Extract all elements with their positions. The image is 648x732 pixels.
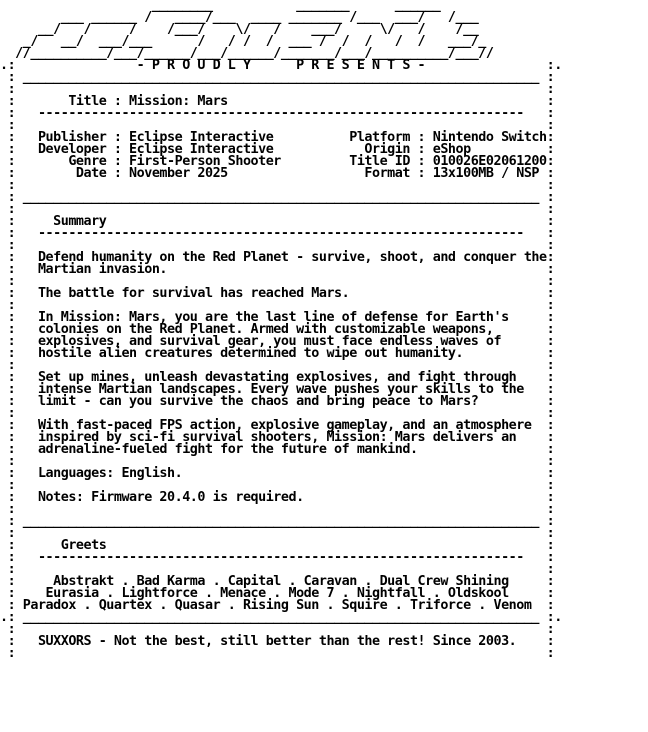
greets-line: : Paradox . Quartex . Quasar . Rising Sun . Squire . Triforce . Venom : [0, 598, 562, 613]
summary-text: : Notes: Firmware 20.4.0 is required. : [0, 490, 562, 505]
section-rule: : ____________________________________________________________________ : [0, 190, 562, 205]
nfo-line: : : [0, 562, 562, 577]
summary-text: : hostile alien creatures determined to wipe out humanity. : [0, 346, 562, 361]
summary-text: : Martian invasion. : [0, 262, 562, 277]
info-row: : Date : November 2025 Format : 13x100MB / NSP : [0, 166, 562, 181]
dashed-rule: : ---------------------------------------------------------------- : [0, 106, 562, 121]
info-row: : Genre : First-Person Shooter Title ID : 010026E02061200: [0, 154, 562, 169]
presents-line: .: - P R O U D L Y P R E S E N T S - :. [0, 58, 562, 73]
summary-text: : limit - can you survive the chaos and bring peace to Mars? : [0, 394, 562, 409]
release-title: : Title : Mission: Mars : [0, 94, 562, 109]
summary-text: : intense Martian landscapes. Every wave pushes your skills to the : [0, 382, 562, 397]
logo-line: //__________/___/______/___/______/_______/___/__________/___// [0, 46, 494, 61]
nfo-line: : : [0, 646, 562, 661]
summary-text: : The battle for survival has reached Mars. : [0, 286, 562, 301]
nfo-line: : : [0, 118, 562, 133]
summary-heading: : Summary : [0, 214, 562, 229]
nfo-line: : : [0, 202, 562, 217]
logo-line: ___ ______ / ____/___ ____ _______ /___ ___/ /___ [0, 10, 479, 25]
logo-line: ________ _______ ______ [0, 0, 441, 13]
summary-text: : explosives, and survival gear, you must face endless waves of : [0, 334, 562, 349]
nfo-line: : : [0, 238, 562, 253]
nfo-line: : : [0, 274, 562, 289]
summary-text: : Set up mines, unleash devastating explosives, and fight through : [0, 370, 562, 385]
nfo-line: : : [0, 526, 562, 541]
summary-text: : inspired by sci-fi survival shooters, Mission: Mars delivers an : [0, 430, 562, 445]
summary-text: : Defend humanity on the Red Planet - survive, shoot, and conquer the: [0, 250, 562, 265]
greets-line: : Eurasia . Lightforce . Menace . Mode 7 . Nightfall . Oldskool : [0, 586, 562, 601]
summary-text: : Languages: English. : [0, 466, 562, 481]
footer-tagline: : SUXXORS - Not the best, still better than the rest! Since 2003. : [0, 634, 562, 649]
nfo-line: : : [0, 82, 562, 97]
nfo-line: : : [0, 622, 562, 637]
info-row: : Publisher : Eclipse Interactive Platform : Nintendo Switch: [0, 130, 562, 145]
logo-line: _/ __/ ___/___ / / / / ___ / / / / / ___/_ [0, 34, 486, 49]
section-rule: : ____________________________________________________________________ : [0, 514, 562, 529]
greets-line: : Abstrakt . Bad Karma . Capital . Caravan . Dual Crew Shining : [0, 574, 562, 589]
summary-text: : adrenaline-fueled fight for the future of mankind. : [0, 442, 562, 457]
logo-line: __/ / / /___/ \/ / ___/ \/ / /__ [0, 22, 479, 37]
dashed-rule: : ---------------------------------------------------------------- : [0, 226, 562, 241]
summary-text: : With fast-paced FPS action, explosive gameplay, and an atmosphere : [0, 418, 562, 433]
nfo-line: : : [0, 298, 562, 313]
dashed-rule: : ---------------------------------------------------------------- : [0, 550, 562, 565]
greets-heading: : Greets : [0, 538, 562, 553]
section-rule: .: ____________________________________________________________________ :. [0, 610, 562, 625]
nfo-line: : : [0, 178, 562, 193]
info-row: : Developer : Eclipse Interactive Origin : eShop : [0, 142, 562, 157]
nfo-line: : : [0, 502, 562, 517]
summary-text: : In Mission: Mars, you are the last line of defense for Earth's : [0, 310, 562, 325]
section-rule: : ____________________________________________________________________ : [0, 70, 562, 85]
nfo-line: : : [0, 406, 562, 421]
summary-text: : colonies on the Red Planet. Armed with customizable weapons, : [0, 322, 562, 337]
nfo-line: : : [0, 358, 562, 373]
nfo-line: : : [0, 454, 562, 469]
nfo-line: : : [0, 478, 562, 493]
